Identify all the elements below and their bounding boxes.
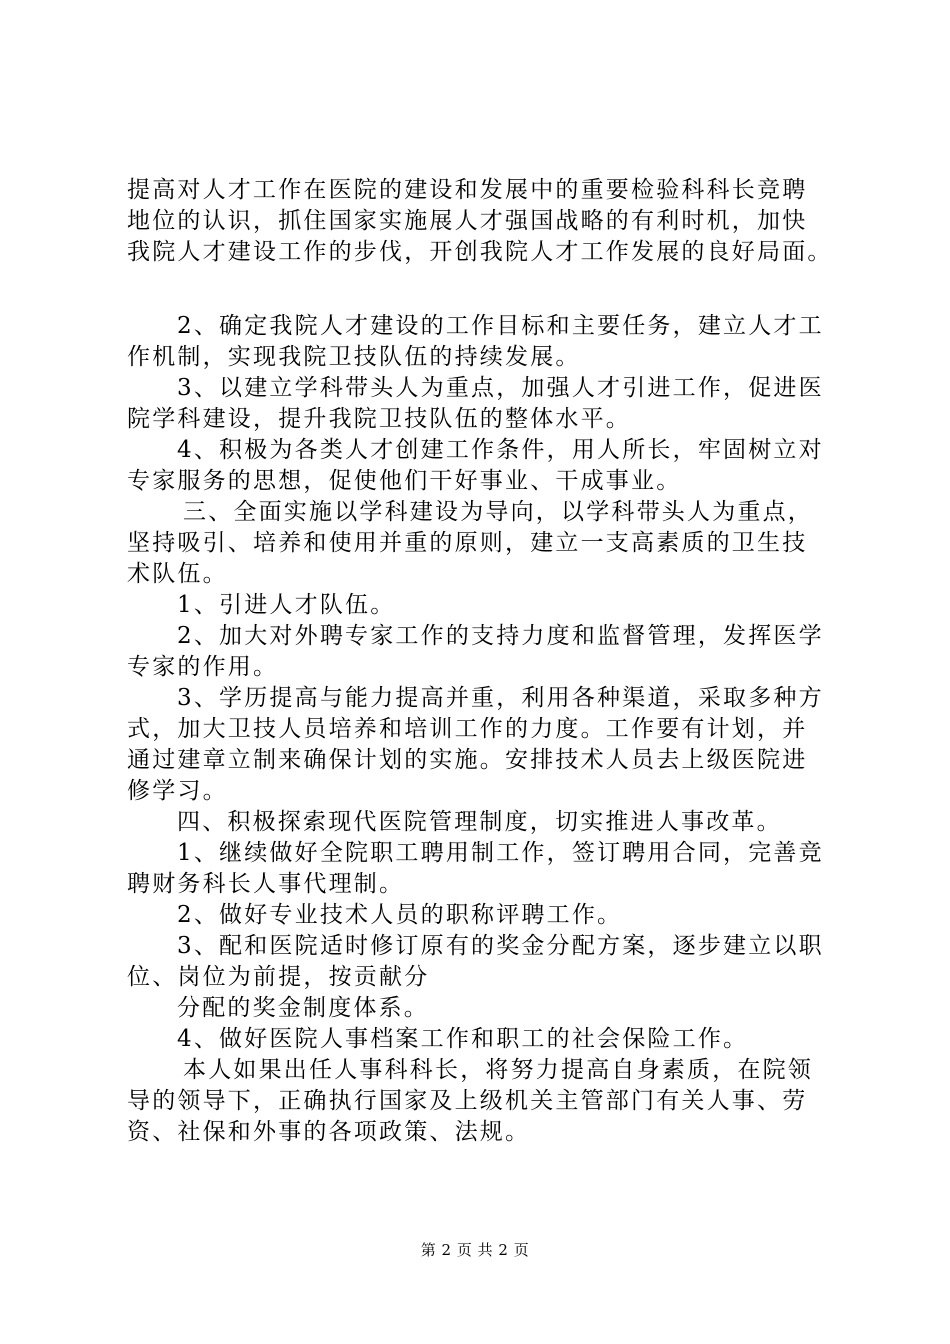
- text-line: 分配的奖金制度体系。: [177, 995, 429, 1021]
- text-line: 2、加大对外聘专家工作的支持力度和监督管理，发挥医学: [177, 623, 824, 649]
- text-line: 1、继续做好全院职工聘用制工作，签订聘用合同，完善竞: [177, 840, 824, 866]
- text-line: 通过建章立制来确保计划的实施。安排技术人员去上级医院进: [127, 747, 808, 773]
- text-line: 导的领导下，正确执行国家及上级机关主管部门有关人事、劳: [127, 1088, 808, 1114]
- text-line: 提高对人才工作在医院的建设和发展中的重要检验科科长竞聘: [127, 177, 808, 203]
- text-line: 四、积极探索现代医院管理制度，切实推进人事改革。: [177, 809, 782, 835]
- text-line: 式，加大卫技人员培养和培训工作的力度。工作要有计划，并: [127, 716, 808, 742]
- text-line: 位、岗位为前提，按贡献分: [127, 964, 430, 990]
- text-line: 三、全面实施以学科建设为导向，以学科带头人为重点，: [183, 499, 813, 525]
- text-line: 4、积极为各类人才创建工作条件，用人所长，牢固树立对: [177, 437, 824, 463]
- text-line: 聘财务科长人事代理制。: [127, 871, 405, 897]
- text-line: 院学科建设，提升我院卫技队伍的整体水平。: [127, 406, 631, 432]
- text-line: 4、做好医院人事档案工作和职工的社会保险工作。: [177, 1026, 749, 1052]
- text-line: 专家服务的思想，促使他们干好事业、干成事业。: [127, 468, 682, 494]
- text-line: 作机制，实现我院卫技队伍的持续发展。: [127, 344, 581, 370]
- text-line: 术队伍。: [127, 561, 228, 587]
- text-line: 坚持吸引、培养和使用并重的原则，建立一支高素质的卫生技: [127, 530, 808, 556]
- text-line: 1、引进人才队伍。: [177, 592, 396, 618]
- document-body: [127, 175, 867, 1148]
- text-line: 3、配和医院适时修订原有的奖金分配方案，逐步建立以职: [177, 933, 824, 959]
- text-line: 本人如果出任人事科科长，将努力提高自身素质，在院领: [183, 1057, 813, 1083]
- paragraph-gap: [127, 268, 867, 311]
- text-line: 2、确定我院人才建设的工作目标和主要任务，建立人才工: [177, 313, 824, 339]
- text-line: 3、以建立学科带头人为重点，加强人才引进工作，促进医: [177, 375, 824, 401]
- text-line: 2、做好专业技术人员的职称评聘工作。: [177, 902, 623, 928]
- text-line: 地位的认识，抓住国家实施展人才强国战略的有利时机，加快: [127, 208, 808, 234]
- text-line: 专家的作用。: [127, 654, 279, 680]
- page-footer: 第 2 页 共 2 页: [420, 1241, 530, 1259]
- text-line: 资、社保和外事的各项政策、法规。: [127, 1119, 531, 1145]
- text-line: 我院人才建设工作的步伐，开创我院人才工作发展的良好局面。: [127, 239, 833, 265]
- text-line: 3、学历提高与能力提高并重，利用各种渠道，采取多种方: [177, 685, 824, 711]
- text-line: 修学习。: [127, 778, 228, 804]
